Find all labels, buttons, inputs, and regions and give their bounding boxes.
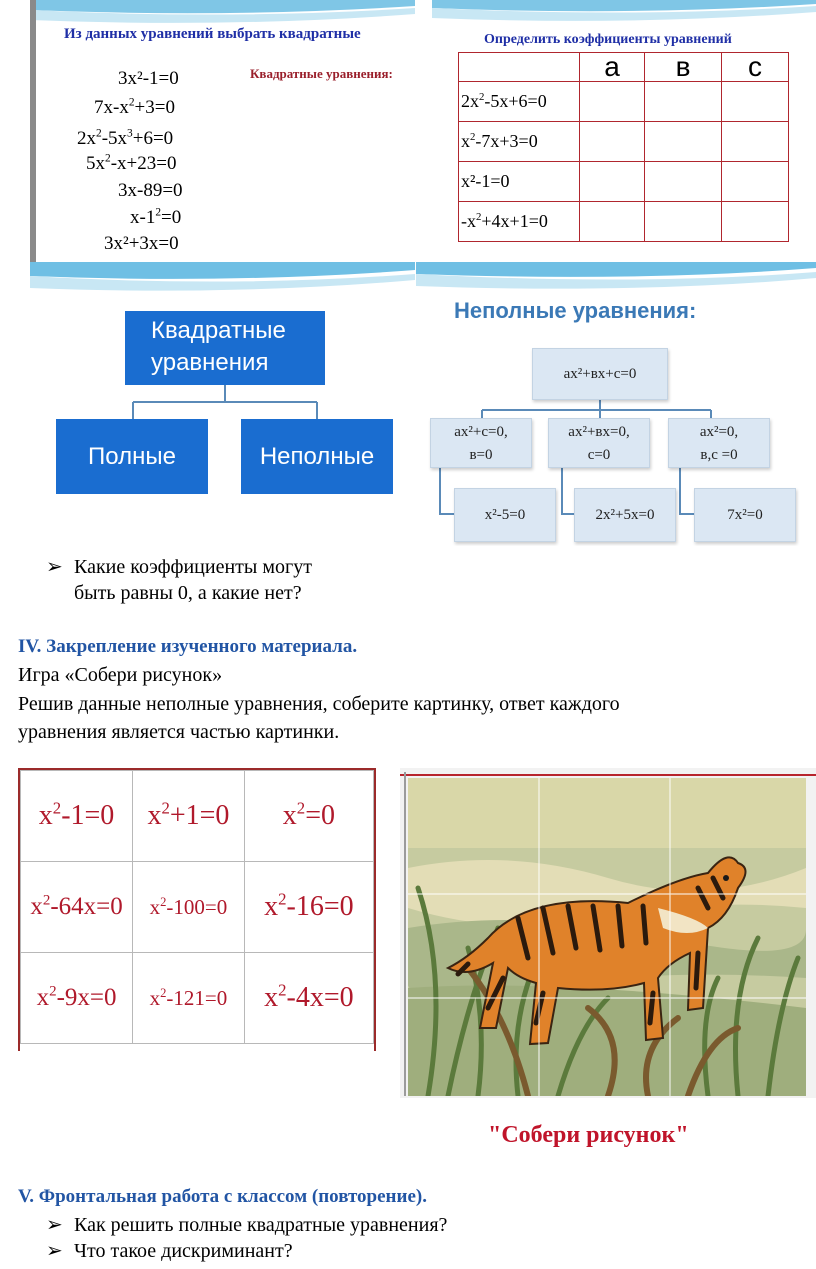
equation-item <box>77 128 173 150</box>
equation-part: 3x-89=0 <box>118 180 183 201</box>
example-box: 7x²=0 <box>694 488 796 542</box>
equation-part: +6=0 <box>132 128 174 149</box>
equation-part: -7x+3=0 <box>475 131 538 151</box>
instruction-line-1: Решив данные неполные уравнения, соберите картинку, ответ каждого <box>18 693 620 715</box>
case-zero-coef: в,c =0 <box>700 447 738 463</box>
equation-exponent: 2 <box>52 798 62 818</box>
case-box <box>548 418 650 468</box>
equation-part: +4x+1=0 <box>481 211 548 231</box>
equation-part: -100=0 <box>166 894 228 919</box>
equation-item <box>94 97 175 119</box>
equation-exponent: 2 <box>49 983 57 1000</box>
coef-empty-cell[interactable] <box>580 202 645 242</box>
case-condition: ax²=0, <box>699 424 739 440</box>
coef-empty-cell[interactable] <box>722 162 789 202</box>
grid-row <box>21 862 374 953</box>
coef-header-cell <box>459 53 580 82</box>
grid-equation-cell[interactable] <box>133 862 245 953</box>
root-equation-box: ax²+вx+c=0 <box>532 348 668 400</box>
slide-title: Неполные уравнения: <box>454 298 697 323</box>
example-box: 2x²+5x=0 <box>574 488 676 542</box>
coef-empty-cell[interactable] <box>580 162 645 202</box>
case-box <box>430 418 532 468</box>
box-complete: Полные <box>56 419 208 494</box>
equation-part: -5x+6=0 <box>484 91 547 111</box>
grid-equation-cell[interactable] <box>244 953 373 1044</box>
slide-subtitle: Квадратные уравнения: <box>250 66 393 81</box>
slide-quadratic-types <box>30 262 415 546</box>
tree-connectors <box>30 262 415 546</box>
grid-equation-cell[interactable] <box>21 862 133 953</box>
case-condition: ax²+c=0, <box>454 424 508 440</box>
slide-incomplete-equations <box>416 262 816 546</box>
equation-part: -4x=0 <box>286 982 354 1013</box>
grid-equation-cell[interactable] <box>244 771 373 862</box>
slide-title: Из данных уравнений выбрать квадратные <box>64 26 361 42</box>
coef-empty-cell[interactable] <box>580 122 645 162</box>
equation-item <box>118 180 183 202</box>
question-coefficients <box>46 554 312 606</box>
coef-empty-cell[interactable] <box>645 202 722 242</box>
equation-part: -16=0 <box>286 891 354 922</box>
coef-equation-cell <box>459 162 580 202</box>
slide-title: Определить коэффициенты уравнений <box>484 32 732 47</box>
equations-grid <box>20 770 374 1044</box>
game-title: Игра «Собери рисунок» <box>18 664 223 686</box>
equation-part: x <box>149 894 161 919</box>
coef-equation-cell <box>459 82 580 122</box>
coef-empty-cell[interactable] <box>580 82 645 122</box>
equation-exponent: 2 <box>160 985 167 1000</box>
coef-row <box>459 202 789 242</box>
coef-empty-cell[interactable] <box>722 202 789 242</box>
coef-header-cell: с <box>722 53 789 82</box>
equation-part: -1=0 <box>61 800 115 831</box>
equation-part: -x+23=0 <box>110 153 177 174</box>
equation-part: 3x²-1=0 <box>118 68 179 89</box>
equation-part: x <box>30 893 43 920</box>
equation-exponent: 2 <box>278 889 287 909</box>
equation-part: x <box>461 131 470 151</box>
equation-part: 2x <box>461 91 479 111</box>
coef-header-cell: а <box>580 53 645 82</box>
case-condition: ax²+вx=0, <box>568 424 630 440</box>
coef-header-cell: в <box>645 53 722 82</box>
section-4-heading: IV. Закрепление изученного материала. <box>18 636 358 657</box>
equation-part: x <box>264 891 279 922</box>
equation-part: 2 <box>128 96 135 109</box>
equation-part: -121=0 <box>166 985 228 1010</box>
grid-equation-cell[interactable] <box>133 953 245 1044</box>
slide-coefficients <box>432 0 816 262</box>
arrow-bullet-icon: ➢ <box>46 556 63 578</box>
equation-part: 2 <box>155 206 162 219</box>
grid-equation-cell[interactable] <box>133 771 245 862</box>
equation-exponent: 2 <box>278 980 287 1000</box>
grid-equation-cell[interactable] <box>21 771 133 862</box>
equation-part: -x <box>461 211 476 231</box>
tiger-illustration <box>408 778 806 1096</box>
question-text: Как решить полные квадратные уравнения? <box>74 1214 448 1236</box>
slide-choose-quadratic <box>30 0 415 262</box>
root-box-quadratic: Квадратные уравнения <box>125 311 325 385</box>
equation-part: -5x <box>101 128 128 149</box>
equation-part: 2 <box>470 131 476 143</box>
slide-left-border <box>30 0 36 262</box>
arrow-bullet-icon: ➢ <box>46 1214 63 1236</box>
instruction-line-2: уравнения является частью картинки. <box>18 721 340 743</box>
equation-exponent: 2 <box>160 894 167 909</box>
equation-item <box>118 68 179 90</box>
equation-part: x-1 <box>130 207 156 228</box>
equation-exponent: 2 <box>296 798 306 818</box>
equation-part: 5x <box>86 153 105 174</box>
equation-exponent: 2 <box>42 892 51 909</box>
equation-part: -64x=0 <box>50 893 123 920</box>
equation-part: 2x <box>77 128 96 149</box>
equation-part: x <box>149 985 161 1010</box>
question-discriminant <box>46 1238 293 1264</box>
equation-item <box>130 207 181 229</box>
coef-row <box>459 122 789 162</box>
coef-empty-cell[interactable] <box>645 122 722 162</box>
equation-part: 7x-x <box>94 97 129 118</box>
equation-item <box>104 233 179 255</box>
question-line-2: быть равны 0, а какие нет? <box>74 582 302 604</box>
equation-part: +3=0 <box>134 97 175 118</box>
coef-equation-cell <box>459 202 580 242</box>
equation-part: x²-1=0 <box>461 171 510 191</box>
equations-grid-frame <box>18 768 376 1051</box>
question-text: Что такое дискриминант? <box>74 1240 293 1262</box>
coef-empty-cell[interactable] <box>645 162 722 202</box>
coef-row <box>459 82 789 122</box>
coef-row <box>459 162 789 202</box>
equation-part: 2 <box>96 127 102 140</box>
grid-row <box>21 953 374 1044</box>
equation-part: -9x=0 <box>56 984 117 1011</box>
equation-item <box>86 153 176 175</box>
equation-part: x <box>36 984 50 1011</box>
question-line-1: Какие коэффициенты могут <box>74 556 312 578</box>
arrow-bullet-icon: ➢ <box>46 1240 63 1262</box>
equation-part: +1=0 <box>169 800 230 831</box>
grid-equation-cell[interactable] <box>244 862 373 953</box>
equation-part: x <box>264 982 279 1013</box>
grid-equation-cell[interactable] <box>21 953 133 1044</box>
coef-equation-cell <box>459 122 580 162</box>
box-incomplete: Неполные <box>241 419 393 494</box>
case-box <box>668 418 770 468</box>
coef-empty-cell[interactable] <box>645 82 722 122</box>
equation-part: 3 <box>127 127 133 140</box>
equation-part: 2 <box>476 211 482 223</box>
equation-part: 2 <box>479 91 485 103</box>
equation-exponent: 2 <box>161 798 170 818</box>
section-5-heading: V. Фронтальная работа с классом (повторение). <box>18 1186 427 1207</box>
coef-empty-cell[interactable] <box>722 122 789 162</box>
grid-row <box>21 771 374 862</box>
coefficients-table <box>458 52 789 242</box>
example-box: x²-5=0 <box>454 488 556 542</box>
case-zero-coef: c=0 <box>587 447 611 463</box>
equation-part: x <box>282 800 297 831</box>
picture-caption: "Собери рисунок" <box>488 1122 689 1148</box>
question-complete-equations <box>46 1212 447 1238</box>
equation-part: 2 <box>105 152 111 165</box>
equation-part: x <box>147 800 162 831</box>
case-zero-coef: в=0 <box>469 447 493 463</box>
tiger-picture-frame <box>400 768 816 1098</box>
equation-part: 3x²+3x=0 <box>104 233 179 254</box>
equation-part: =0 <box>161 207 182 228</box>
equation-part: =0 <box>305 800 335 831</box>
coef-empty-cell[interactable] <box>722 82 789 122</box>
equation-part: x <box>38 800 53 831</box>
